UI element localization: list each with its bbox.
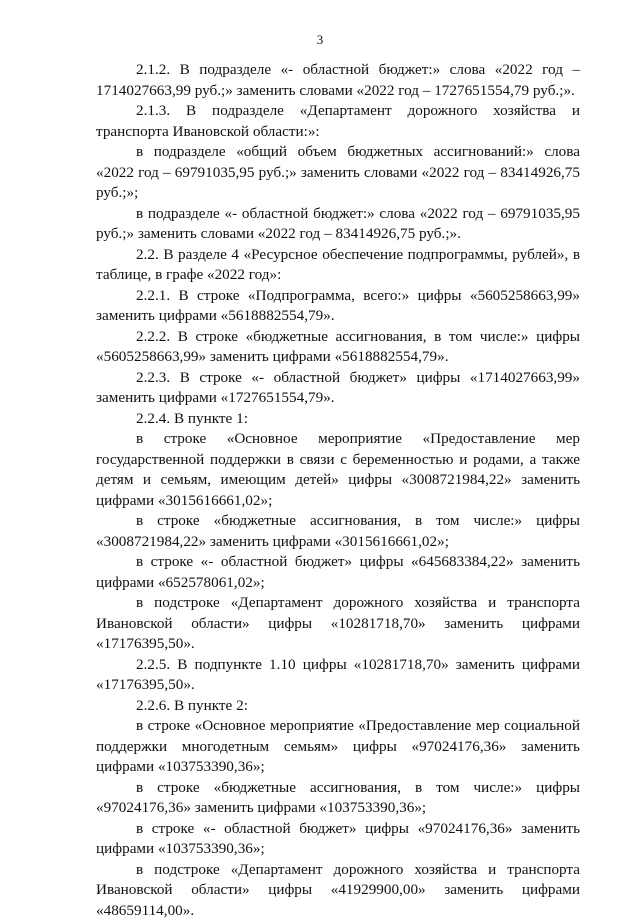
document-body (96, 60, 580, 921)
paragraph-2-2-3: 2.2.3. В строке «- областной бюджет» цифры «1714027663,99» заменить цифрами «1727651554,79». (96, 368, 580, 409)
paragraph-main-event-pregnancy: в строке «Основное мероприятие «Предоставление мер государственной поддержки в связи с беременностью и родами, а также детям и семьям, имеющим детей» цифры «3008721984,22» заменить цифрами «3015616661,02»; (96, 429, 580, 511)
paragraph-road-department-2: в подстроке «Департамент дорожного хозяйства и транспорта Ивановской области» цифры «41929900,00» заменить цифрами «48659114,00». (96, 860, 580, 921)
paragraph-2-1-2: 2.1.2. В подразделе «- областной бюджет:» слова «2022 год – 1714027663,99 руб.;» заменить словами «2022 год – 1727651554,79 руб.;». (96, 60, 580, 101)
paragraph-2-2-2: 2.2.2. В строке «бюджетные ассигнования, в том числе:» цифры «5605258663,99» заменить цифрами «5618882554,79». (96, 327, 580, 368)
paragraph-2-2-6: 2.2.6. В пункте 2: (96, 696, 580, 717)
paragraph-2-2-1: 2.2.1. В строке «Подпрограмма, всего:» цифры «5605258663,99» заменить цифрами «5618882554,79». (96, 286, 580, 327)
page-number: 3 (0, 32, 640, 48)
paragraph-regional-budget-2: в строке «- областной бюджет» цифры «97024176,36» заменить цифрами «103753390,36»; (96, 819, 580, 860)
paragraph-2-2-5: 2.2.5. В подпункте 1.10 цифры «10281718,70» заменить цифрами «17176395,50». (96, 655, 580, 696)
paragraph-budget-allocations-1: в строке «бюджетные ассигнования, в том числе:» цифры «3008721984,22» заменить цифрами «3015616661,02»; (96, 511, 580, 552)
paragraph-2-1-3: 2.1.3. В подразделе «Департамент дорожного хозяйства и транспорта Ивановской области:»: (96, 101, 580, 142)
paragraph-budget-allocations-2: в строке «бюджетные ассигнования, в том числе:» цифры «97024176,36» заменить цифрами «103753390,36»; (96, 778, 580, 819)
paragraph-regional-budget: в подразделе «- областной бюджет:» слова «2022 год – 69791035,95 руб.;» заменить словами «2022 год – 83414926,75 руб.;». (96, 204, 580, 245)
paragraph-main-event-large-families: в строке «Основное мероприятие «Предоставление мер социальной поддержки многодетным семьям» цифры «97024176,36» заменить цифрами «103753390,36»; (96, 716, 580, 778)
paragraph-road-department-1: в подстроке «Департамент дорожного хозяйства и транспорта Ивановской области» цифры «10281718,70» заменить цифрами «17176395,50». (96, 593, 580, 655)
paragraph-total-budget-allocations: в подразделе «общий объем бюджетных ассигнований:» слова «2022 год – 69791035,95 руб.;» заменить словами «2022 год – 83414926,75 руб.;»; (96, 142, 580, 204)
paragraph-2-2: 2.2. В разделе 4 «Ресурсное обеспечение подпрограммы, рублей», в таблице, в графе «2022 год»: (96, 245, 580, 286)
paragraph-regional-budget-1: в строке «- областной бюджет» цифры «645683384,22» заменить цифрами «652578061,02»; (96, 552, 580, 593)
paragraph-2-2-4: 2.2.4. В пункте 1: (96, 409, 580, 430)
